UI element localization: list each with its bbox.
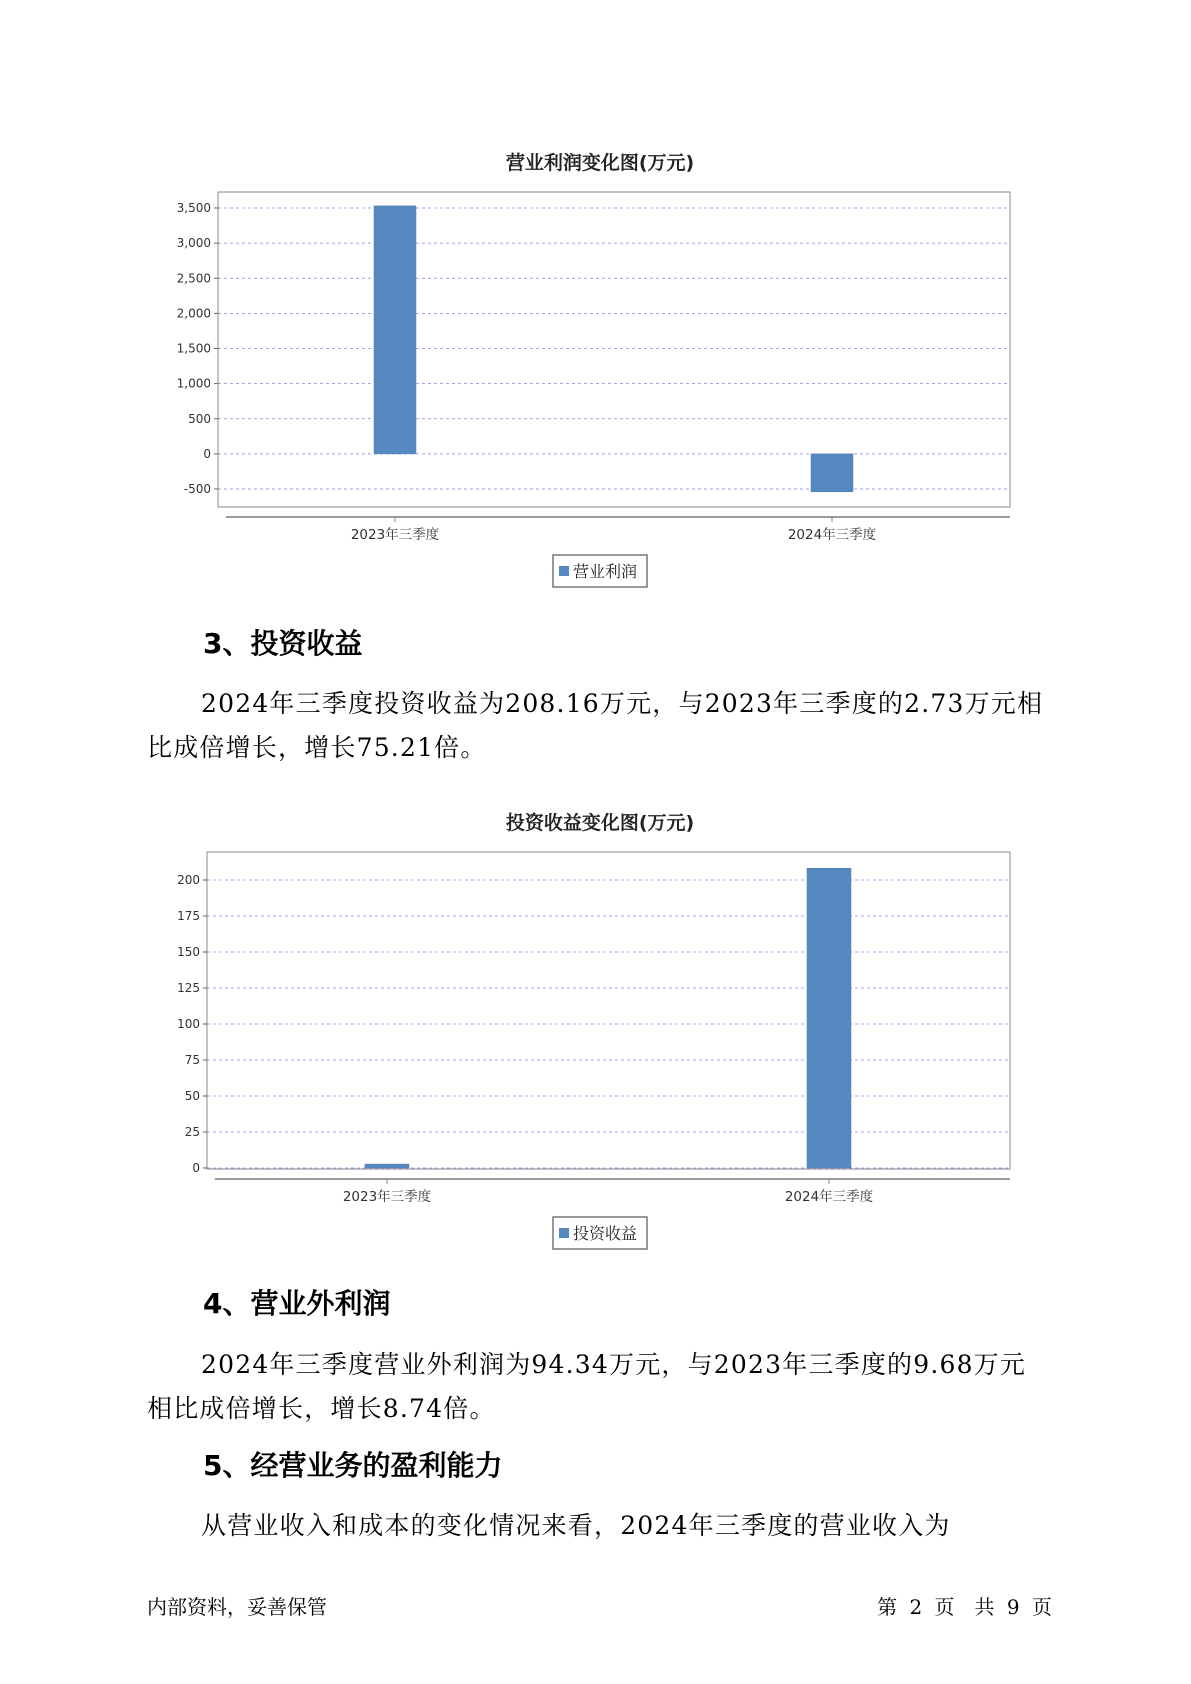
chart-title: 投资收益变化图(万元): [505, 812, 695, 834]
y-tick-label: 200: [177, 873, 200, 887]
bar: [374, 206, 416, 454]
section-5-paragraph: 从营业收入和成本的变化情况来看，2024年三季度的营业收入为: [201, 1511, 951, 1540]
bar: [811, 454, 853, 492]
section-4-paragraph: 2024年三季度营业外利润为94.34万元，与2023年三季度的9.68万元相比成倍增长，增长8.74倍。: [147, 1350, 1027, 1423]
investment-income-chart: [0, 800, 1191, 1260]
y-tick-label: 3,500: [176, 201, 211, 215]
y-tick-label: -500: [183, 482, 211, 496]
y-tick-label: 3,000: [176, 236, 211, 251]
section-3-heading: 3、投资收益: [203, 627, 363, 660]
bar: [807, 868, 851, 1168]
y-tick-label: 75: [184, 1053, 200, 1067]
operating-profit-chart: [0, 140, 1191, 600]
section-4-heading: 4、营业外利润: [203, 1287, 391, 1320]
y-tick-label: 125: [177, 981, 200, 995]
bar: [365, 1164, 409, 1168]
y-tick-label: 0: [192, 1161, 200, 1175]
legend-label: 投资收益: [573, 1224, 638, 1243]
plot-area: [207, 852, 1010, 1169]
chart-title: 营业利润变化图(万元): [505, 152, 695, 174]
y-tick-label: 2,500: [176, 271, 211, 286]
x-category-label: 2023年三季度: [342, 1189, 432, 1205]
legend-swatch: [559, 566, 569, 576]
investment-income-chart-svg: [0, 800, 1191, 1260]
x-category-label: 2024年三季度: [784, 1189, 874, 1205]
legend: [553, 1217, 647, 1249]
legend-swatch: [559, 1228, 569, 1238]
section-5-heading: 5、经营业务的盈利能力: [203, 1449, 503, 1482]
footer-confidential-note: 内部资料，妥善保管: [147, 1595, 327, 1619]
x-category-label: 2023年三季度: [350, 527, 440, 543]
y-tick-label: 1,500: [176, 341, 211, 356]
x-category-label: 2024年三季度: [787, 527, 877, 543]
y-tick-label: 0: [203, 446, 211, 461]
section-3-paragraph: 2024年三季度投资收益为208.16万元，与2023年三季度的2.73万元相比成倍增长，增长75.21倍。: [147, 689, 1044, 762]
y-tick-label: 50: [184, 1089, 200, 1103]
y-tick-label: 150: [177, 945, 200, 959]
y-tick-label: 500: [188, 411, 211, 426]
y-tick-label: 175: [177, 909, 200, 923]
legend: [553, 555, 647, 587]
plot-area: [218, 192, 1010, 507]
y-tick-label: 25: [184, 1125, 200, 1139]
operating-profit-chart-svg: [0, 140, 1191, 600]
footer-page-number: 第 2 页 共 9 页: [877, 1595, 1052, 1619]
y-tick-label: 100: [177, 1017, 200, 1031]
y-tick-label: 1,000: [176, 376, 211, 391]
y-tick-label: 2,000: [176, 306, 211, 321]
legend-label: 营业利润: [573, 562, 638, 581]
